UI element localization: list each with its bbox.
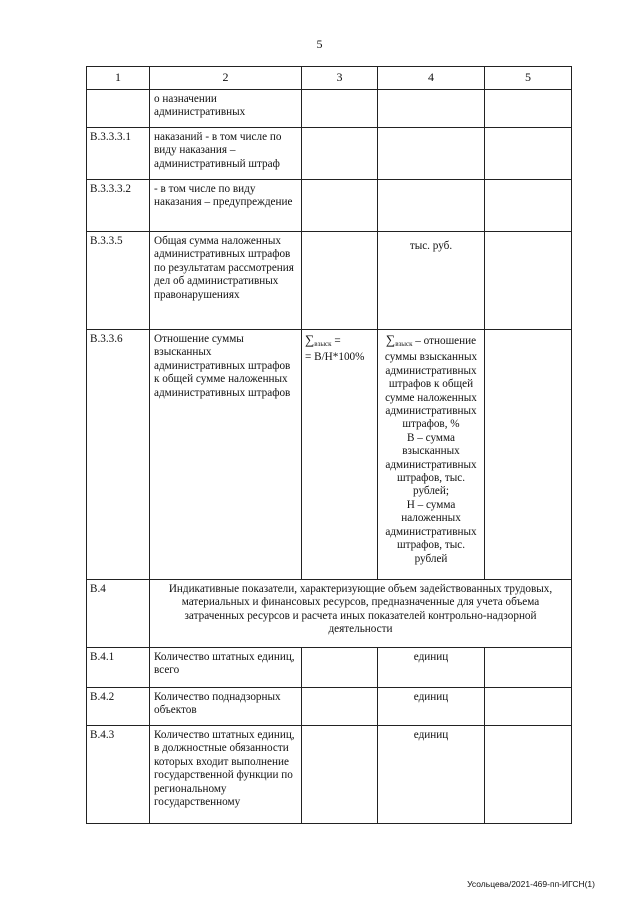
row-formula (302, 330, 378, 580)
row-code: В.4.2 (87, 688, 150, 726)
section-heading: Индикативные показатели, характеризующие объем задействованных трудовых, материальных и финансовых ресурсов, предназначенные для учета объема затраченных ресурсов и расчета иных показателей контрольно-надзорной деятельности (150, 580, 572, 648)
table-row (87, 648, 572, 688)
header-cell: 3 (302, 67, 378, 90)
row-code: В.4.3 (87, 726, 150, 824)
table-row (87, 580, 572, 648)
row-value (485, 128, 572, 180)
formula-line-2: = В/Н*100% (305, 351, 365, 364)
row-unit: единиц (378, 648, 485, 688)
row-code: В.3.3.3.2 (87, 180, 150, 232)
page-number: 5 (316, 37, 323, 51)
row-formula (302, 648, 378, 688)
table-row (87, 232, 572, 330)
row-value (485, 180, 572, 232)
header-cell: 2 (150, 67, 302, 90)
row-code: В.4 (87, 580, 150, 648)
row-value (485, 330, 572, 580)
table-row (87, 128, 572, 180)
row-name: - в том числе по виду наказания – предупреждение (150, 180, 302, 232)
table-row (87, 688, 572, 726)
row-formula (302, 232, 378, 330)
row-value (485, 232, 572, 330)
row-value (485, 648, 572, 688)
row-code: В.4.1 (87, 648, 150, 688)
row-name: о назначении административных (150, 90, 302, 128)
row-formula (302, 128, 378, 180)
row-formula (302, 726, 378, 824)
row-formula (302, 180, 378, 232)
row-unit (378, 330, 485, 580)
header-cell: 5 (485, 67, 572, 90)
row-name: Количество штатных единиц, всего (150, 648, 302, 688)
row-value (485, 688, 572, 726)
row-unit (378, 128, 485, 180)
row-unit: единиц (378, 726, 485, 824)
table-row (87, 180, 572, 232)
row-code: В.3.3.5 (87, 232, 150, 330)
row-name: Количество штатных единиц, в должностные обязанности которых входит выполнение государственной функции по региональному государственному (150, 726, 302, 824)
row-unit: единиц (378, 688, 485, 726)
row-formula (302, 688, 378, 726)
row-name: Общая сумма наложенных административных штрафов по результатам рассмотрения дел об административных правонарушениях (150, 232, 302, 330)
row-unit: тыс. руб. (378, 232, 485, 330)
row-unit (378, 180, 485, 232)
table-header-row (87, 67, 572, 90)
unit-definition-h: Н – сумма наложенных административных штрафов, тыс. рублей (385, 498, 477, 565)
table-row (87, 330, 572, 580)
indicator-table (86, 66, 572, 824)
unit-definition: ∑взыск – отношение суммы взысканных административных штрафов к общей сумме наложенных административных штрафов, % (384, 332, 478, 431)
row-formula (302, 90, 378, 128)
row-code: В.3.3.3.1 (87, 128, 150, 180)
header-cell: 4 (378, 67, 485, 90)
row-unit (378, 90, 485, 128)
row-name: Количество поднадзорных объектов (150, 688, 302, 726)
formula-line-1: $\sum_{взыск}$ = (305, 332, 341, 348)
table-row (87, 90, 572, 128)
row-value (485, 90, 572, 128)
document-footer-id: Усольцева/2021-469-пп-ИГСН(1) (467, 879, 595, 889)
row-code: В.3.3.6 (87, 330, 150, 580)
row-value (485, 726, 572, 824)
row-name: Отношение суммы взысканных административных штрафов к общей сумме наложенных административных штрафов (150, 330, 302, 580)
row-name: наказаний - в том числе по виду наказания – административный штраф (150, 128, 302, 180)
unit-definition-b: В – сумма взысканных административных штрафов, тыс. рублей; (385, 431, 477, 498)
table-row (87, 726, 572, 824)
row-code (87, 90, 150, 128)
header-cell: 1 (87, 67, 150, 90)
